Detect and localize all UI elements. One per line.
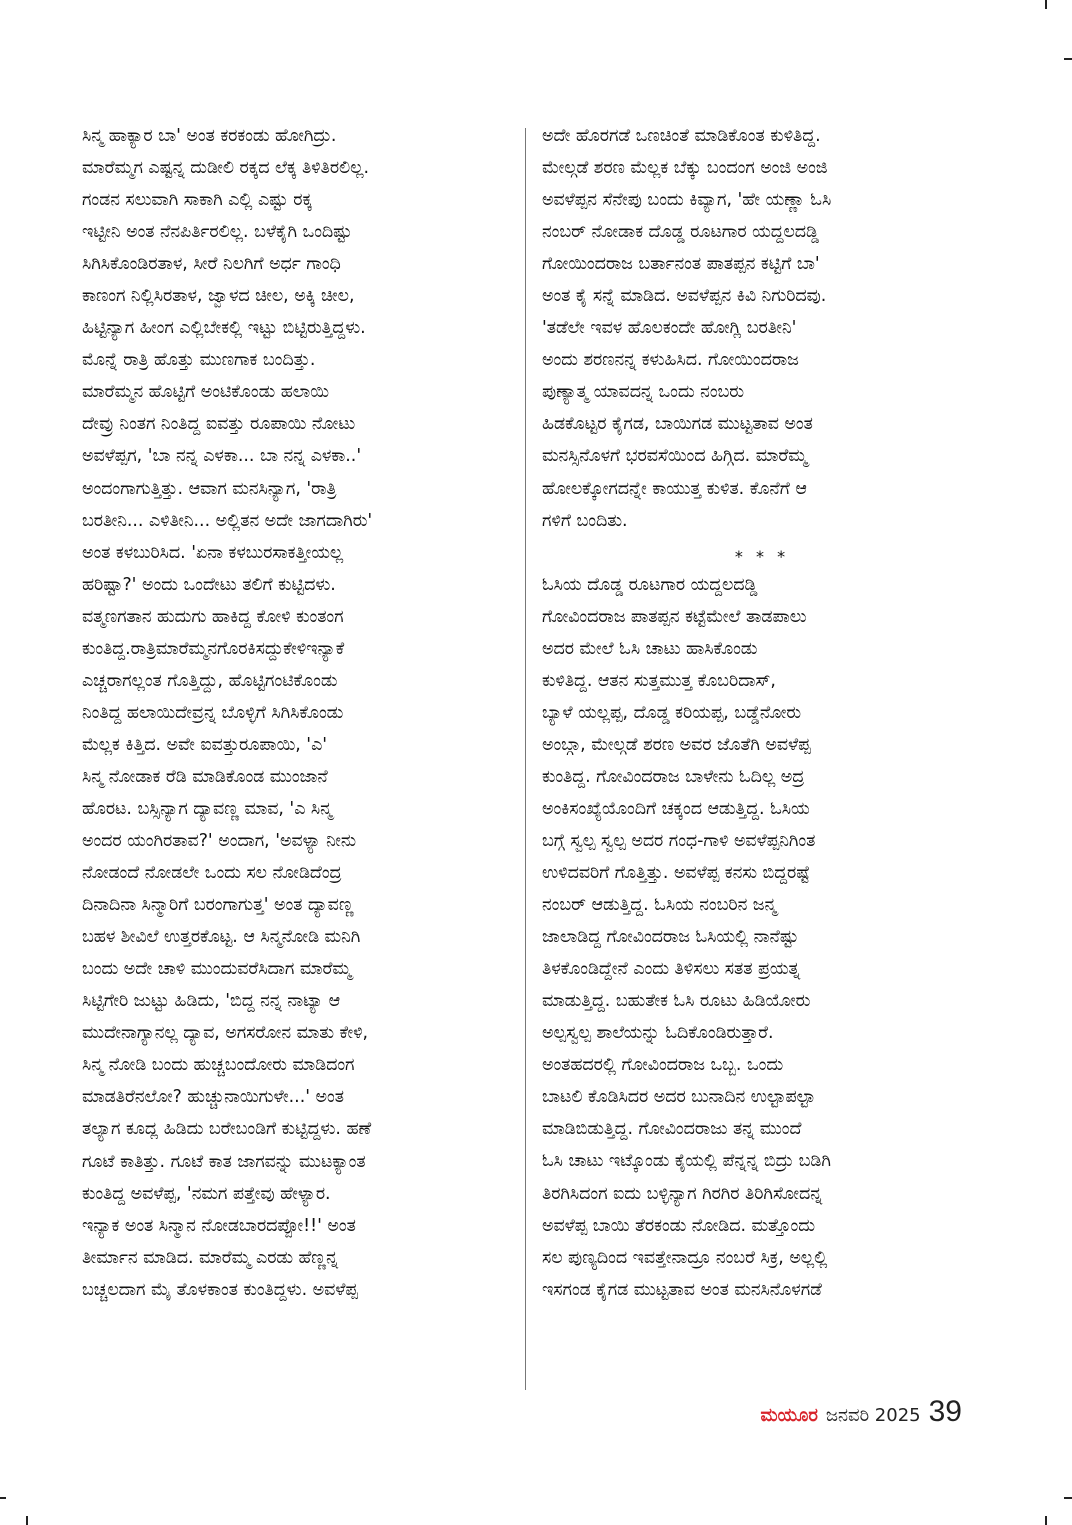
text-line: ಬಹಳ ಶೀವಿಲೆ ಉತ್ತರಕೊಟ್ಟ. ಆ ಸಿನ್ಮನೋಡಿ ಮನಿಗಿ <box>82 927 361 948</box>
page-footer <box>761 1395 962 1429</box>
text-line: ಮಾರೆಮ್ಮನ ಹೊಟ್ಟಿಗೆ ಅಂಟಿಕೊಂಡು ಹಲಾಯಿ <box>82 382 329 403</box>
text-line: ಅಂದಂಗಾಗುತ್ತಿತ್ತು. ಆವಾಗ ಮನಸಿನ್ಯಾಗ, 'ರಾತ್ರಿ <box>82 478 337 499</box>
text-line: ಇಸಗಂಡ ಕೈಗಡ ಮುಟ್ಟತಾವ ಅಂತ ಮನಸಿನೊಳಗಡೆ <box>542 1279 822 1300</box>
text-line: ತಲ್ಯಾಗ ಕೂದ್ಲ ಹಿಡಿದು ಬರೇಬಂಡಿಗೆ ಕುಟ್ಟಿದ್ದಳು. ಹಣೆ <box>82 1119 372 1140</box>
text-line: ಹೊರಟ. ಬಸ್ಸಿನ್ಯಾಗ ದ್ಯಾವಣ್ಣ ಮಾವ, 'ಎ ಸಿನ್ಮ <box>82 798 333 819</box>
text-line: ಸಿನ್ಮ ನೋಡಾಕ ರೆಡಿ ಮಾಡಿಕೊಂಡ ಮುಂಜಾನೆ <box>82 766 328 787</box>
text-line: ಕುಳಿತಿದ್ದ. ಆತನ ಸುತ್ತಮುತ್ತ ಕೊಬರಿದಾಸ್, <box>542 670 776 691</box>
text-line: ಬರತೀನಿ... ಎಳಿತೀನಿ... ಅಲ್ಲಿತನ ಅದೇ ಜಾಗದಾಗಿರು' <box>82 510 373 531</box>
text-line: ಬಗ್ಗೆ ಸ್ವಲ್ಪ ಸ್ವಲ್ಪ ಅದರ ಗಂಧ-ಗಾಳಿ ಅವಳೆಪ್ಪನಿಗಿಂತ <box>542 830 816 851</box>
column-divider <box>525 128 526 1390</box>
text-line: ಮುದೇನಾಗ್ಯಾನಲ್ಲ ದ್ಯಾವ, ಅಗಸರೋನ ಮಾತು ಕೇಳಿ, <box>82 1023 369 1044</box>
text-line: ಹರಿಷ್ಟಾ?' ಅಂದು ಒಂದೇಟು ತಲಿಗೆ ಕುಟ್ಟಿದಳು. <box>82 574 336 595</box>
section-separator: * * * <box>734 546 790 566</box>
crop-mark <box>1045 1516 1047 1525</box>
text-line: ನಿಂತಿದ್ದ ಹಲಾಯಿದೇವ್ರನ್ನ ಬೊಳ್ಳಿಗೆ ಸಿಗಿಸಿಕೊಂಡು <box>82 702 344 723</box>
text-line: ಗಂಡನ ಸಲುವಾಗಿ ಸಾಕಾಗಿ ಎಲ್ಲಿ ಎಷ್ಟು ರಕ್ಕ <box>82 190 312 211</box>
text-line: ಇನ್ಯಾಕ ಅಂತ ಸಿನ್ಮಾನ ನೋಡಬಾರದಪ್ಪೋ!!' ಅಂತ <box>82 1215 356 1236</box>
crop-mark <box>1045 0 1047 9</box>
text-line: ಸಿಗಿಸಿಕೊಂಡಿರತಾಳ, ಸೀರೆ ನಿಲಗಿಗೆ ಅರ್ಧ ಗಾಂಧಿ <box>82 254 341 275</box>
crop-mark <box>1064 1497 1072 1499</box>
text-line: ತೀರ್ಮಾನ ಮಾಡಿದ. ಮಾರೆಮ್ಮ ಎರಡು ಹೆಣ್ಣನ್ನ <box>82 1247 339 1268</box>
text-line: ಇಟ್ಟೀನಿ ಅಂತ ನೆನಪಿರ್ತಿರಲಿಲ್ಲ. ಬಳೆಕೈಗಿ ಒಂದಿಷ್ಟು <box>82 222 352 243</box>
text-line: ಸಲ ಪುಣ್ಯದಿಂದ ಇವತ್ತೇನಾದ್ರೂ ನಂಬರೆ ಸಿಕ್ರ, ಅಲ್ಲಲ್ಲಿ <box>542 1247 828 1268</box>
text-line: ಅಂಬ್ಗಾ, ಮೇಲ್ಗಡೆ ಶರಣ ಅವರ ಜೊತೆಗಿ ಅವಳೆಪ್ಪ <box>542 734 811 755</box>
text-line: ದಿನಾದಿನಾ ಸಿನ್ಮಾರಿಗೆ ಬರಂಗಾಗುತ್ತ' ಅಂತ ದ್ಯಾವಣ್ಣ <box>82 895 354 916</box>
text-line: ಅವಳೆಪ್ಪಗ, 'ಬಾ ನನ್ನ ಎಳಕಾ... ಬಾ ನನ್ನ ಎಳಕಾ..' <box>82 446 362 467</box>
text-line: ಕಾಣಂಗ ನಿಲ್ಲಿಸಿರತಾಳ, ಜ್ವಾಳದ ಚೀಲ, ಅಕ್ಕಿ ಚೀಲ, <box>82 286 355 307</box>
text-line: ಸಿನ್ಮ ನೋಡಿ ಬಂದು ಹುಚ್ಚಬಂದೋರು ಮಾಡಿದಂಗ <box>82 1055 355 1076</box>
text-line: ಮಾಡಿಬಿಡುತ್ತಿದ್ದ. ಗೋವಿಂದರಾಜು ತನ್ನ ಮುಂದೆ <box>542 1119 802 1140</box>
text-line: ಹೋಲಕ್ಕೋಗದನ್ನೇ ಕಾಯುತ್ತ ಕುಳಿತ. ಕೊನೆಗೆ ಆ <box>542 478 807 499</box>
text-line: ಕುಂತಿದ್ದ.ರಾತ್ರಿಮಾರೆಮ್ಮನಗೊರಕಿಸದ್ದುಕೇಳಿಇನ್ಯಾಕೆ <box>82 638 345 659</box>
right-column-text-top <box>542 120 982 537</box>
text-line: ಅಂತ ಕಳಬುರಿಸಿದ. 'ಏನಾ ಕಳಬುರಸಾಕತ್ತೀಯಲ್ಲ <box>82 542 344 563</box>
text-line: ಅಂದು ಶರಣನನ್ನ ಕಳುಹಿಸಿದ. ಗೋಯಿಂದರಾಜ <box>542 350 799 371</box>
text-line: ಸಿನ್ಮ ಹಾಕ್ಯಾರ ಬಾ' ಅಂತ ಕರಕಂಡು ಹೋಗಿದ್ರು. <box>82 126 337 146</box>
text-line: ಅಂದರ ಯಂಗಿರತಾವ?' ಅಂದಾಗ, 'ಅವಳ್ಯಾ ನೀನು <box>82 831 357 852</box>
text-line: ಬಚ್ಚಲದಾಗ ಮೈ ತೊಳಕಾಂತ ಕುಂತಿದ್ದಳು. ಅವಳೆಪ್ಪ <box>82 1279 358 1300</box>
text-line: ಓಸಿ ಚಾಟು ಇಟ್ಕೊಂಡು ಕೈಯಲ್ಲಿ ಪೆನ್ನನ್ನ ಬಿದ್ರು ಬಡಿಗಿ <box>542 1151 831 1172</box>
crop-mark <box>0 1497 6 1499</box>
text-line: 'ತಡೆಲೇ ಇವಳ ಹೊಲಕಂದೇ ಹೋಗ್ಲಿ ಬರತೀನಿ' <box>542 318 797 339</box>
text-line: ನೋಡಂದೆ ನೋಡಲೇ ಒಂದು ಸಲ ನೋಡಿದೆಂದ್ರ <box>82 863 342 884</box>
text-line: ಮಾರೆಮ್ಮಗ ಎಷ್ಟನ್ನ ದುಡೀಲಿ ರಕ್ಕದ ಲೆಕ್ಕ ತಿಳಿತಿರಲಿಲ್ಲ. <box>82 158 370 179</box>
text-line: ಮೇಲ್ಗಡೆ ಶರಣ ಮೆಲ್ಲಕ ಬೆಕ್ಕು ಬಂದಂಗ ಅಂಜಿ ಅಂಜಿ <box>542 158 828 179</box>
magazine-name: ಮಯೂರ <box>760 1405 818 1426</box>
text-line: ಬಾಟಲಿ ಕೊಡಿಸಿದರ ಅದರ ಬುನಾದಿನ ಉಲ್ಟಾಪಲ್ಟಾ <box>542 1087 816 1108</box>
text-line: ಅದರ ಮೇಲೆ ಓಸಿ ಚಾಟು ಹಾಸಿಕೊಂಡು <box>542 638 758 659</box>
text-line: ತಿರಗಿಸಿದಂಗ ಐದು ಬಳ್ಳಿನ್ಯಾಗ ಗಿರಗಿರ ತಿರಿಗಿಸೋದನ್ನ <box>542 1183 823 1204</box>
text-line: ಹಿಟ್ಟಿನ್ಯಾಗ ಹೀಂಗ ಎಲ್ಲಿಬೇಕಲ್ಲಿ ಇಟ್ಟು ಬಿಟ್ಟಿರುತ್ತಿದ್ದಳು. <box>82 318 366 339</box>
text-line: ತಿಳಕೊಂಡಿದ್ದೇನೆ ಎಂದು ತಿಳಿಸಲು ಸತತ ಪ್ರಯತ್ನ <box>542 959 801 980</box>
text-line: ಹಿಡಕೊಟ್ಟರ ಕೈಗಡ, ಬಾಯಿಗಡ ಮುಟ್ಟತಾವ ಅಂತ <box>542 414 813 435</box>
right-column-text-bottom <box>542 569 982 1306</box>
text-line: ಗಳಿಗೆ ಬಂದಿತು. <box>542 510 628 531</box>
text-line: ದೇವ್ರು ನಿಂತಗ ನಿಂತಿದ್ದ ಐವತ್ತು ರೂಪಾಯಿ ನೋಟು <box>82 414 356 435</box>
text-line: ಕುಂತಿದ್ದ ಅವಳೆಪ್ಪ, 'ನಮಗ ಪತ್ತೇವು ಹೇಳ್ಯಾರ. <box>82 1183 331 1204</box>
text-line: ನಂಬರ್ ಆಡುತ್ತಿದ್ದ. ಓಸಿಯ ನಂಬರಿನ ಜನ್ಮ <box>542 895 777 916</box>
text-line: ಮಾಡತಿರೆನಲೋ? ಹುಚ್ಚುನಾಯಿಗುಳೇ...' ಅಂತ <box>82 1087 344 1108</box>
issue-date: ಜನವರಿ 2025 <box>825 1405 921 1426</box>
text-line: ಅವಳೆಪ್ಪನ ಸೆನೇಪು ಬಂದು ಕಿವ್ಯಾಗ, 'ಹೇ ಯಣ್ಣಾ ಓಸಿ <box>542 190 832 211</box>
text-line: ಕುಂತಿದ್ದ. ಗೋವಿಂದರಾಜ ಬಾಳೇನು ಓದಿಲ್ಲ ಅದ್ರ <box>542 766 805 787</box>
left-column <box>82 120 522 1306</box>
text-line: ಮೆಲ್ಲಕ ಕಿತ್ತಿದ. ಅವೇ ಐವತ್ತುರೂಪಾಯಿ, 'ಎ' <box>82 734 328 755</box>
text-line: ವತ್ಮಣಗತಾನ ಹುದುಗು ಹಾಕಿದ್ದ ಕೋಳಿ ಕುಂತಂಗ <box>82 606 344 627</box>
text-line: ಗೂಟೆ ಕಾತಿತ್ತು. ಗೂಟೆ ಕಾತ ಜಾಗವನ್ನು ಮುಟಕ್ಯಾಂತ <box>82 1151 366 1172</box>
text-line: ಮಾಡುತ್ತಿದ್ದ. ಬಹುತೇಕ ಓಸಿ ರೂಟು ಹಿಡಿಯೋರು <box>542 991 811 1012</box>
crop-mark <box>1064 58 1072 60</box>
text-line: ಬ್ಯಾಳೆ ಯಲ್ಲಪ್ಪ, ದೊಡ್ಡ ಕರಿಯಪ್ಪ, ಬಡ್ಡೆನೋರು <box>542 702 802 723</box>
page-number: 39 <box>928 1395 962 1428</box>
text-line: ಜಾಲಾಡಿದ್ದ ಗೋವಿಂದರಾಜ ಓಸಿಯಲ್ಲಿ ನಾನೆಷ್ಟು <box>542 927 799 948</box>
crop-mark <box>26 1516 28 1525</box>
text-line: ಉಳಿದವರಿಗೆ ಗೊತ್ತಿತ್ತು. ಅವಳೆಪ್ಪ ಕನಸು ಬಿದ್ದರಷ್ಟೆ <box>542 863 811 884</box>
text-line: ಅಂಕಿಸಂಖ್ಯೆಯೊಂದಿಗೆ ಚಕ್ಕಂದ ಆಡುತ್ತಿದ್ದ. ಓಸಿಯ <box>542 798 810 819</box>
text-line: ಮೊನ್ನೆ ರಾತ್ರಿ ಹೊತ್ತು ಮುಣಗಾಕ ಬಂದಿತ್ತು. <box>82 350 316 371</box>
text-line: ಮನಸ್ಸಿನೊಳಗೆ ಭರವಸೆಯಿಂದ ಹಿಗ್ಗಿದ. ಮಾರೆಮ್ಮ <box>542 446 808 467</box>
text-line: ಬಂದು ಅದೇ ಚಾಳಿ ಮುಂದುವರೆಸಿದಾಗ ಮಾರೆಮ್ಮ <box>82 959 352 980</box>
text-line: ಅಂತ ಕೈ ಸನ್ನೆ ಮಾಡಿದ. ಅವಳೆಪ್ಪನ ಕಿವಿ ನಿಗುರಿದವು. <box>542 286 827 307</box>
text-line: ಅದೇ ಹೊರಗಡೆ ಒಣಚಿಂತೆ ಮಾಡಿಕೊಂತ ಕುಳಿತಿದ್ದ. <box>542 126 821 146</box>
text-line: ಅಂತಹದರಲ್ಲಿ ಗೋವಿಂದರಾಜ ಒಬ್ಬ. ಒಂದು <box>542 1055 784 1076</box>
text-line: ನಂಬರ್ ನೋಡಾಕ ದೊಡ್ಡ ರೂಟಗಾರ ಯದ್ದಲದಡ್ಡಿ <box>542 222 819 243</box>
text-line: ಅಲ್ಪಸ್ವಲ್ಪ ಶಾಲೆಯನ್ನು ಓದಿಕೊಂಡಿರುತ್ತಾರೆ. <box>542 1023 774 1044</box>
text-line: ಗೋವಿಂದರಾಜ ಪಾತಪ್ಪನ ಕಟ್ಟೆಮೇಲೆ ತಾಡಪಾಲು <box>542 606 807 627</box>
text-line: ಗೋಯಿಂದರಾಜ ಬರ್ತಾನಂತ ಪಾತಪ್ಪನ ಕಟ್ಟಿಗೆ ಬಾ' <box>542 254 820 275</box>
text-line: ಅವಳೆಪ್ಪ ಬಾಯಿ ತೆರಕಂಡು ನೋಡಿದ. ಮತ್ತೊಂದು <box>542 1215 815 1236</box>
text-line: ಎಚ್ಚರಾಗಲ್ಲಂತ ಗೊತ್ತಿದ್ದು, ಹೊಟ್ಟಿಗಂಟಿಕೊಂಡು <box>82 670 338 691</box>
text-line: ಓಸಿಯ ದೊಡ್ಡ ರೂಟಗಾರ ಯದ್ದಲದಡ್ಡಿ <box>542 574 758 595</box>
left-column-text <box>82 120 522 1306</box>
text-line: ಸಿಟ್ಟಿಗೇರಿ ಜುಟ್ಟು ಹಿಡಿದು, 'ಬಿದ್ದ ನನ್ನ ನಾಟ್ಯಾ ಆ <box>82 991 341 1012</box>
right-column <box>542 120 982 1306</box>
text-line: ಪುಣ್ಯಾತ್ಮ ಯಾವದನ್ನ ಒಂದು ನಂಬರು <box>542 382 745 403</box>
